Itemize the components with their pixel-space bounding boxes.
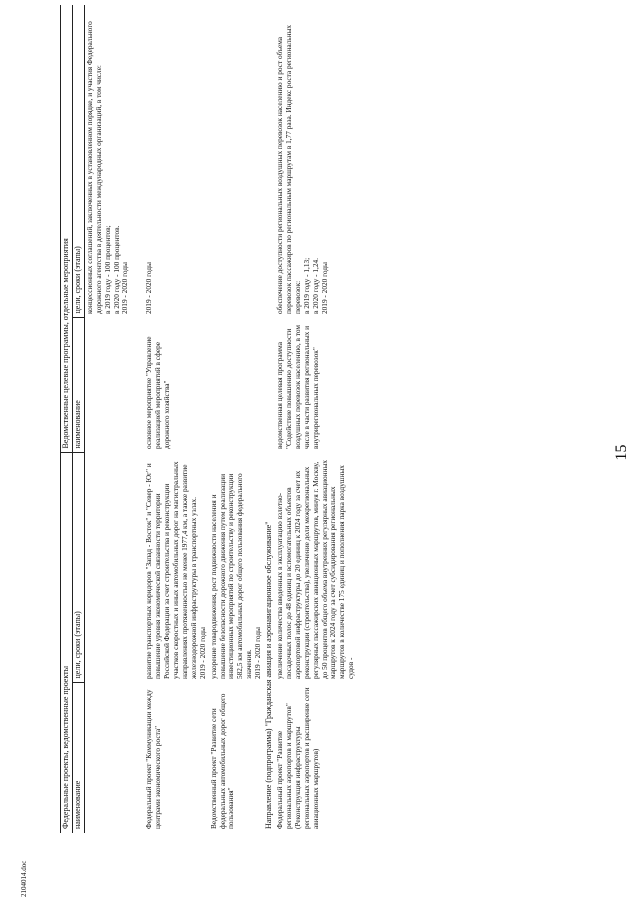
table-row [144, 5, 208, 833]
sub-header-row [72, 5, 84, 833]
page-number: 15 [613, 444, 630, 461]
goals-column-header-2: цели, сроки (этапы) [72, 5, 84, 318]
program-goals-cell: обеспечение доступности региональных воздушных перевозок населению и рост объема перевозок пассажиров по региональным маршрутам в 1,77 раза. Индекс роста региональных перевозок: в 2019 году - 1,13; в 2020 году - 1,24. 2019 - 2020 годы [275, 24, 329, 314]
program-name-cell [84, 318, 144, 453]
federal-projects-header: Федеральные проекты, ведомственные проекты [61, 453, 73, 833]
project-goals-cell: развитие транспортных коридоров "Запад - Восток" и "Север - Юг" и повышение уровня экономической связанности территории Российской Федерации за счет строительства и реконструкции участков скоростных и иных автомобильных дорог на магистральных направлениях протяженностью не менее 1977,4 км, а также развитие железнодорожной инфраструктуры в транспортных узлах. 2019 - 2020 годы [144, 461, 207, 679]
project-name-cell: Федеральный проект "Коммуникации между центрами экономического роста" [144, 689, 163, 829]
departmental-programs-header: Ведомственные целевые программы, отдельные мероприятия [61, 5, 73, 453]
program-name-cell: ведомственная целевая программа "Содействие повышению доступности воздушных перевозок населению, в том числе в части развития региональных и внутрирегиональных перевозок" [275, 325, 320, 449]
program-goals-cell: концессионных соглашений, заключенных в установленном порядке, и участия Федерального дорожного агентства в деятельности международных организаций, в том числе: в 2019 году - 100 процентов; в 2020 году - 100 процентов. 2019 - 2020 годы [84, 21, 130, 314]
project-goals-cell [84, 453, 144, 683]
section-row [264, 5, 275, 833]
program-goals-cell: 2019 - 2020 годы [144, 262, 154, 314]
table-row [275, 5, 357, 833]
project-name-cell: Федеральный проект "Развитие региональных аэропортов и маршрутов" (Реконструкция инфраструктуры региональных аэропортов и расширение сети авиационных маршрутов) [275, 687, 320, 829]
table-row [84, 5, 144, 833]
goals-column-header: цели, сроки (этапы) [72, 453, 84, 683]
program-name-cell: основное мероприятие "Управление реализацией мероприятий в сфере дорожного хозяйства" [144, 336, 172, 449]
project-name-cell [84, 683, 144, 833]
project-goals-cell: ускорение товародвижения, рост подвижности населения и повышение безопасности дорожного движения путем реализации инвестиционных мероприятий по строительству и реконструкции 582,5 км автомобильных дорог общего пользования федерального значения. 2019 - 2020 годы [208, 473, 263, 679]
project-goals-cell: увеличение количества введенных в эксплуатацию взлетно-посадочных полос до 48 единиц и вспомогательных объектов аэропортовой инфраструктуры до 20 единиц к 2024 году за счет их реконструкции (строительства), увеличение доли межрегиональных регулярных пассажирских авиационных маршрутов, минуя г. Москву, до 50 процентов общего объема внутренних регулярных авиационных маршрутов к 2024 году за счет субсидирования региональных маршрутов в количестве 175 единиц и пополнения парка воздушных судов - [275, 459, 356, 679]
table-row [209, 5, 264, 833]
document-code: 2104014.doc [20, 860, 28, 897]
group-header-row [61, 5, 73, 833]
section-title: Направление (подпрограмма) "Гражданская авиация и аэронавигационное обслуживание" [264, 521, 274, 829]
program-name-cell [209, 318, 264, 453]
project-name-cell: Ведомственный проект "Развитие сети федеральных автомобильных дорог общего пользования" [208, 693, 236, 829]
name-column-header-2: наименование [72, 318, 84, 453]
measures-table [60, 5, 357, 833]
name-column-header: наименование [72, 683, 84, 833]
program-goals-cell [209, 5, 264, 318]
